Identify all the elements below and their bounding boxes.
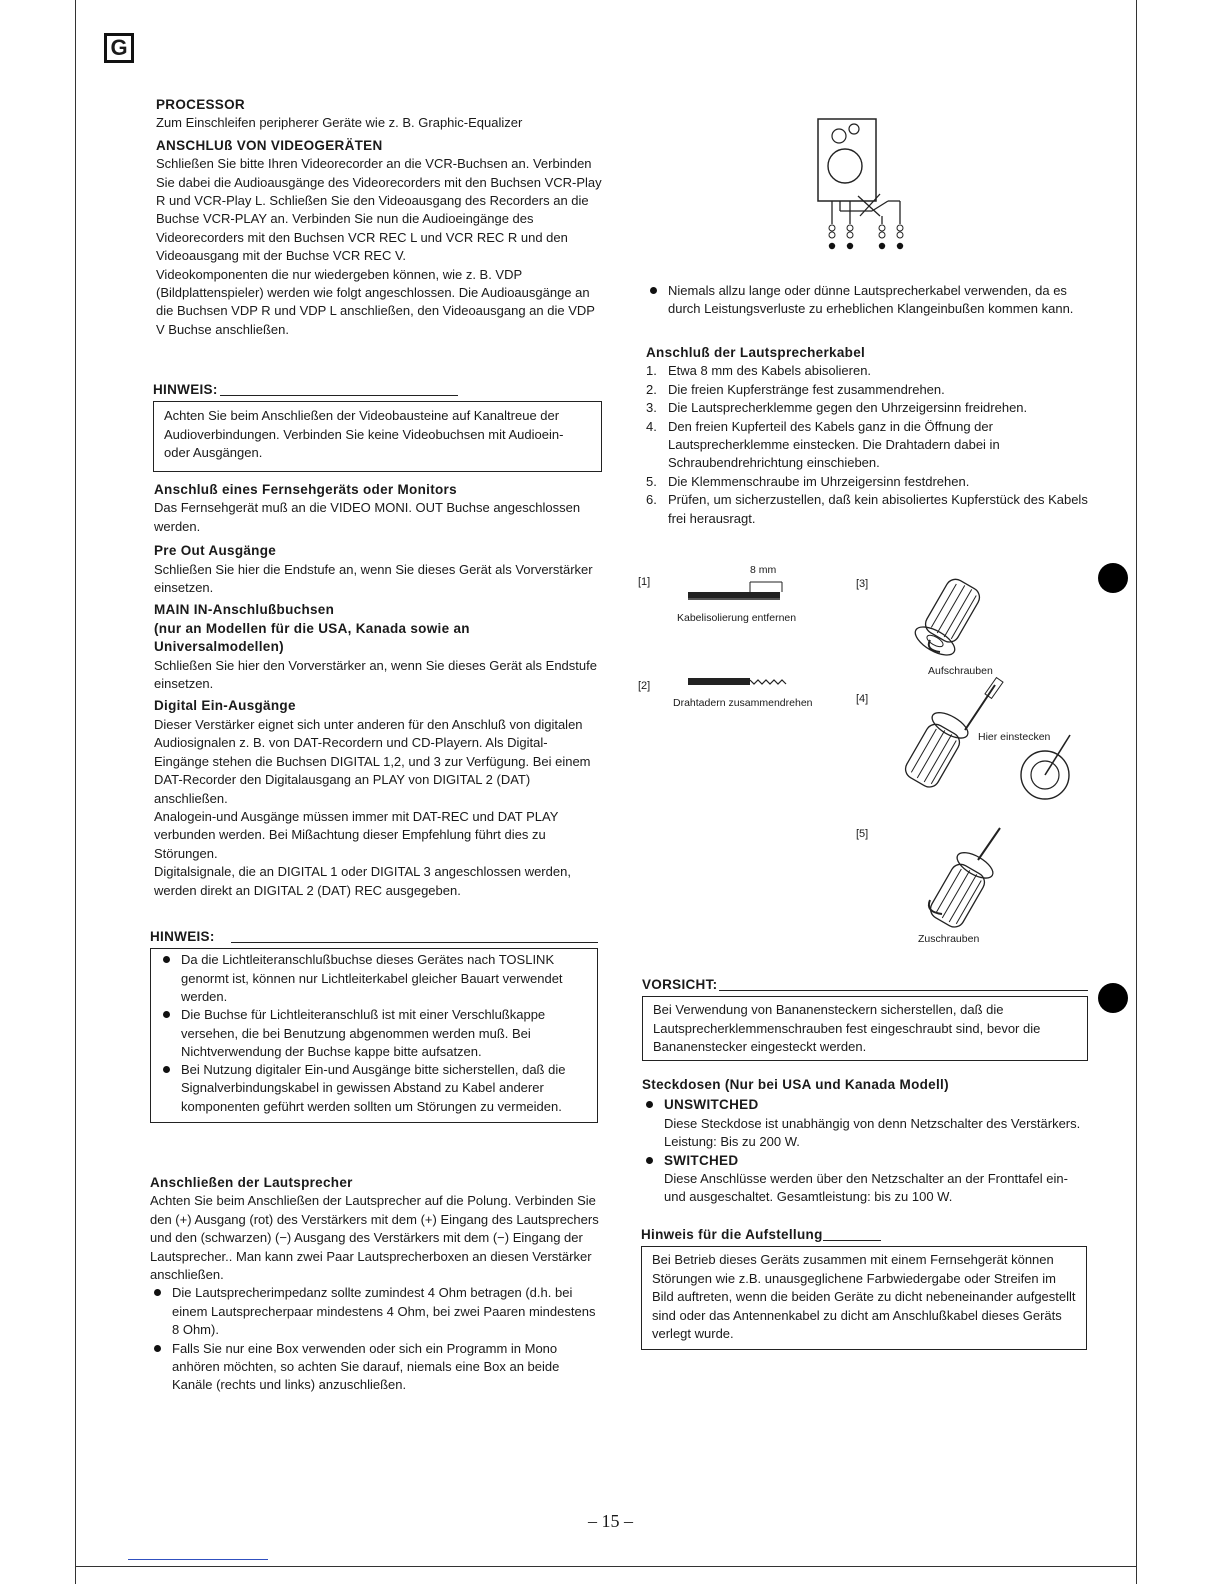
left-column-lower [154,481,602,900]
placement-text: Bei Betrieb dieses Geräts zusammen mit einem Fernsehgerät können Störungen wie z.B. unausgeglichene Farbwiedergabe oder Streifen im Bild auftreten, wenn die beiden Geräte zu dicht nebeneinander aufgestellt sind oder das Antennenkabel zu dicht am Anschlußkabel dieses Geräts verlegt wurde. [652,1252,1076,1342]
speakers-section [150,1174,600,1395]
digital-paragraph-3: Digitalsignale, die an DIGITAL 1 oder DIGITAL 3 angeschlossen werden, werden direkt an DIGITAL 2 (DAT) REC ausgegeben. [154,864,571,898]
bottom-mark-line [128,1559,268,1560]
outlet-unswitched-text: Diese Steckdose ist unabhängig von denn Netzschalter des Verstärkers. Leistung: Bis zu 200 W. [664,1115,1081,1150]
placement-title: Hinweis für die Aufstellung [641,1227,823,1242]
language-mark: G [104,33,134,63]
cable-step: 4. Den freien Kupferteil des Kabels ganz in die Öffnung der Lautsprecherklemme einstecken. Die Drahtadern dabei in Schraubendrehrichtung einschieben. [646,418,1000,471]
cable-section [646,344,1096,528]
video-heading: ANSCHLUß VON VIDEOGERÄTEN [156,137,383,153]
processor-text: Zum Einschleifen peripherer Geräte wie z. B. Graphic-Equalizer [156,115,523,131]
speakers-item: Die Lautsprecherimpedanz sollte zumindest 4 Ohm betragen (d.h. bei einem Lautsprecherpaar mindestens 4 Ohm, bei zwei Paaren mindestens 8 Ohm). [150,1284,600,1339]
cable-step: 2. Die freien Kupferstränge fest zusammendrehen. [646,381,945,397]
speaker-diagram [812,114,912,264]
digital-paragraph-1: Dieser Verstärker eignet sich unter anderen für den Anschluß von digitalen Audiosignalen z. B. von DAT-Recordern und CD-Playern. Als Digital-Eingänge stehen die Buchsen DIGITAL 1,2, und 3 zur Verfügung. Bei einem DAT-Recorder den Digitalausgang an PLAY von DIGITAL 2 (DAT) anschließen. [154,716,591,806]
bottom-border-line [75,1566,1137,1567]
page-number: – 15 – [588,1511,633,1531]
figure-caption-4: Hier einstecken [978,731,1051,743]
hinweis-item: Bei Nutzung digitaler Ein-und Ausgänge bitte sicherstellen, daß die Signalverbindungskabel in gewissen Abstand zu Kabel anderer komponenten geführt werden sollten um Störungen zu vermeiden. [159,1061,587,1116]
figure-label-5: [5] [856,828,869,840]
vorsicht-text-box [642,996,1088,1060]
cable-step: 3. Die Lautsprecherklemme gegen den Uhrzeigersinn freidrehen. [646,400,1028,416]
video-paragraph-2: Videokomponenten die nur wiedergeben können, wie z. B. VDP (Bildplattenspieler) werden wie folgt angeschlossen. Die Audioausgänge an die Buchsen VDP R und VDP L anschließen, den Videoausgang an die VDP V Buchse anschließen. [156,266,595,337]
digital-paragraph-2: Analogein-und Ausgänge müssen immer mit DAT-REC und DAT PLAY verbunden werden. Bei Mißachtung dieser Empfehlung führt dies zu Störungen. [154,808,559,861]
speakers-text: Achten Sie beim Anschließen der Lautsprecher auf die Polung. Verbinden Sie den (+) Ausgang (rot) des Verstärkers mit dem (+) Eingang des Lautsprechers und den (schwarzen) (−) Ausgang des Verstärkers mit dem (−) Eingang der Lautsprecher.. Man kann zwei Paar Lautsprecherboxen an diesen Verstärker anschließen. [150,1193,599,1283]
hinweis-video [153,381,602,472]
hinweis-box [150,948,598,1123]
preout-text: Schließen Sie hier die Endstufe an, wenn Sie dieses Gerät als Vorverstärker einsetzen. [154,561,593,596]
vorsicht-text: Bei Verwendung von Bananensteckern sicherstellen, daß die Lautsprecherklemmenschrauben fest eingeschraubt sind, bevor die Bananenstecker eingesteckt werden. [653,1002,1041,1055]
binding-dot [1098,983,1128,1013]
figure-label-3: [3] [856,578,869,590]
processor-heading: PROCESSOR [156,97,245,112]
placement-note [641,1226,1087,1350]
cable-step: 5. Die Klemmenschraube im Uhrzeigersinn festdrehen. [646,473,970,489]
hinweis-box [153,401,602,471]
figure-mm-label: 8 mm [750,564,777,576]
vorsicht-title: VORSICHT: [642,977,718,992]
outlet-switched-label: SWITCHED [642,1152,1092,1170]
hinweis-title: HINWEIS: [150,929,215,944]
outlet-unswitched-label: UNSWITCHED [642,1096,1092,1114]
cable-warning [646,282,1096,319]
outlet-switched-text: Diese Anschlüsse werden über den Netzschalter an der Fronttafel ein- und ausgeschaltet. Gesamtleistung: bis zu 100 W. [664,1171,1068,1205]
tv-heading: Anschluß eines Fernsehgeräts oder Monitors [154,482,457,497]
warning-item: Niemals allzu lange oder dünne Lautsprecherkabel verwenden, da es durch Leistungsverluste zu erheblichen Klangeinbußen kommen kann. [646,282,1096,319]
figure-caption-3: Aufschrauben [928,665,993,677]
speakers-item: Falls Sie nur eine Box verwenden oder sich ein Programm in Mono anhören möchten, so achten Sie darauf, niemals eine Box an beide Kanäle (rechts und links) anzuschließen. [150,1340,600,1395]
placement-box [641,1246,1087,1350]
mainin-text: Schließen Sie hier den Vorverstärker an, wenn Sie dieses Gerät als Endstufe einsetzen. [154,657,597,692]
terminal-figure [660,560,1080,940]
cable-step: 6. Prüfen, um sicherzustellen, daß kein abisoliertes Kupferstück des Kabels frei herausragt. [646,492,1088,526]
cable-heading: Anschluß der Lautsprecherkabel [646,345,866,360]
digital-heading: Digital Ein-Ausgänge [154,698,296,714]
hinweis-title: HINWEIS: [153,382,218,397]
vorsicht-box [642,976,1088,1061]
right-border-line [1136,0,1137,1584]
figure-caption-2: Drahtadern zusammendrehen [673,697,813,709]
figure-caption-5: Zuschrauben [918,933,980,945]
left-border-line [75,0,76,1584]
figure-label-4: [4] [856,693,869,705]
video-paragraph-1: Schließen Sie bitte Ihren Videorecorder an die VCR-Buchsen an. Verbinden Sie dabei die Audioausgänge des Videorecorders mit den Buchsen VCR-Play R und VCR-Play L. Schließen Sie den Videoausgang des Recorders an die Buchse VCR-PLAY an. Verbinden Sie nun die Audioeingänge des Videorecorders mit den Buchsen VCR REC L und VCR REC R und den Videoausgang mit der Buchse VCR REC V. [156,156,602,264]
figure-label-2: [2] [638,680,651,692]
hinweis-digital [150,928,598,1123]
outlets-heading: Steckdosen (Nur bei USA und Kanada Modell) [642,1077,949,1092]
cable-step: 1. Etwa 8 mm des Kabels abisolieren. [646,363,872,379]
mainin-subheading: (nur an Modellen für die USA, Kanada sowie an Universalmodellen) [154,620,470,655]
left-column [156,96,602,339]
figure-label-1: [1] [638,576,651,588]
mainin-heading: MAIN IN-Anschlußbuchsen [154,602,335,618]
preout-heading: Pre Out Ausgänge [154,543,277,559]
outlets-section [642,1076,1092,1207]
binding-dot [1098,563,1128,593]
tv-text: Das Fernsehgerät muß an die VIDEO MONI. OUT Buchse angeschlossen werden. [154,500,581,534]
speakers-heading: Anschließen der Lautsprecher [150,1175,353,1190]
hinweis-item: Da die Lichtleiteranschlußbuchse dieses Gerätes nach TOSLINK genormt ist, können nur Lichtleiterkabel gleicher Bauart verwendet werden. [159,951,587,1006]
hinweis-item: Die Buchse für Lichtleiteranschluß ist mit einer Verschlußkappe versehen, die bei Benutzung abgenommen werden muß. Bei Nichtverwendung der Buchse kappe bitte aufsatzen. [159,1006,587,1061]
hinweis-text: Achten Sie beim Anschließen der Videobausteine auf Kanaltreue der Audioverbindungen. Verbinden Sie keine Videobuchsen mit Audioein- oder Ausgängen. [164,408,564,461]
figure-caption-1: Kabelisolierung entfernen [677,612,797,624]
